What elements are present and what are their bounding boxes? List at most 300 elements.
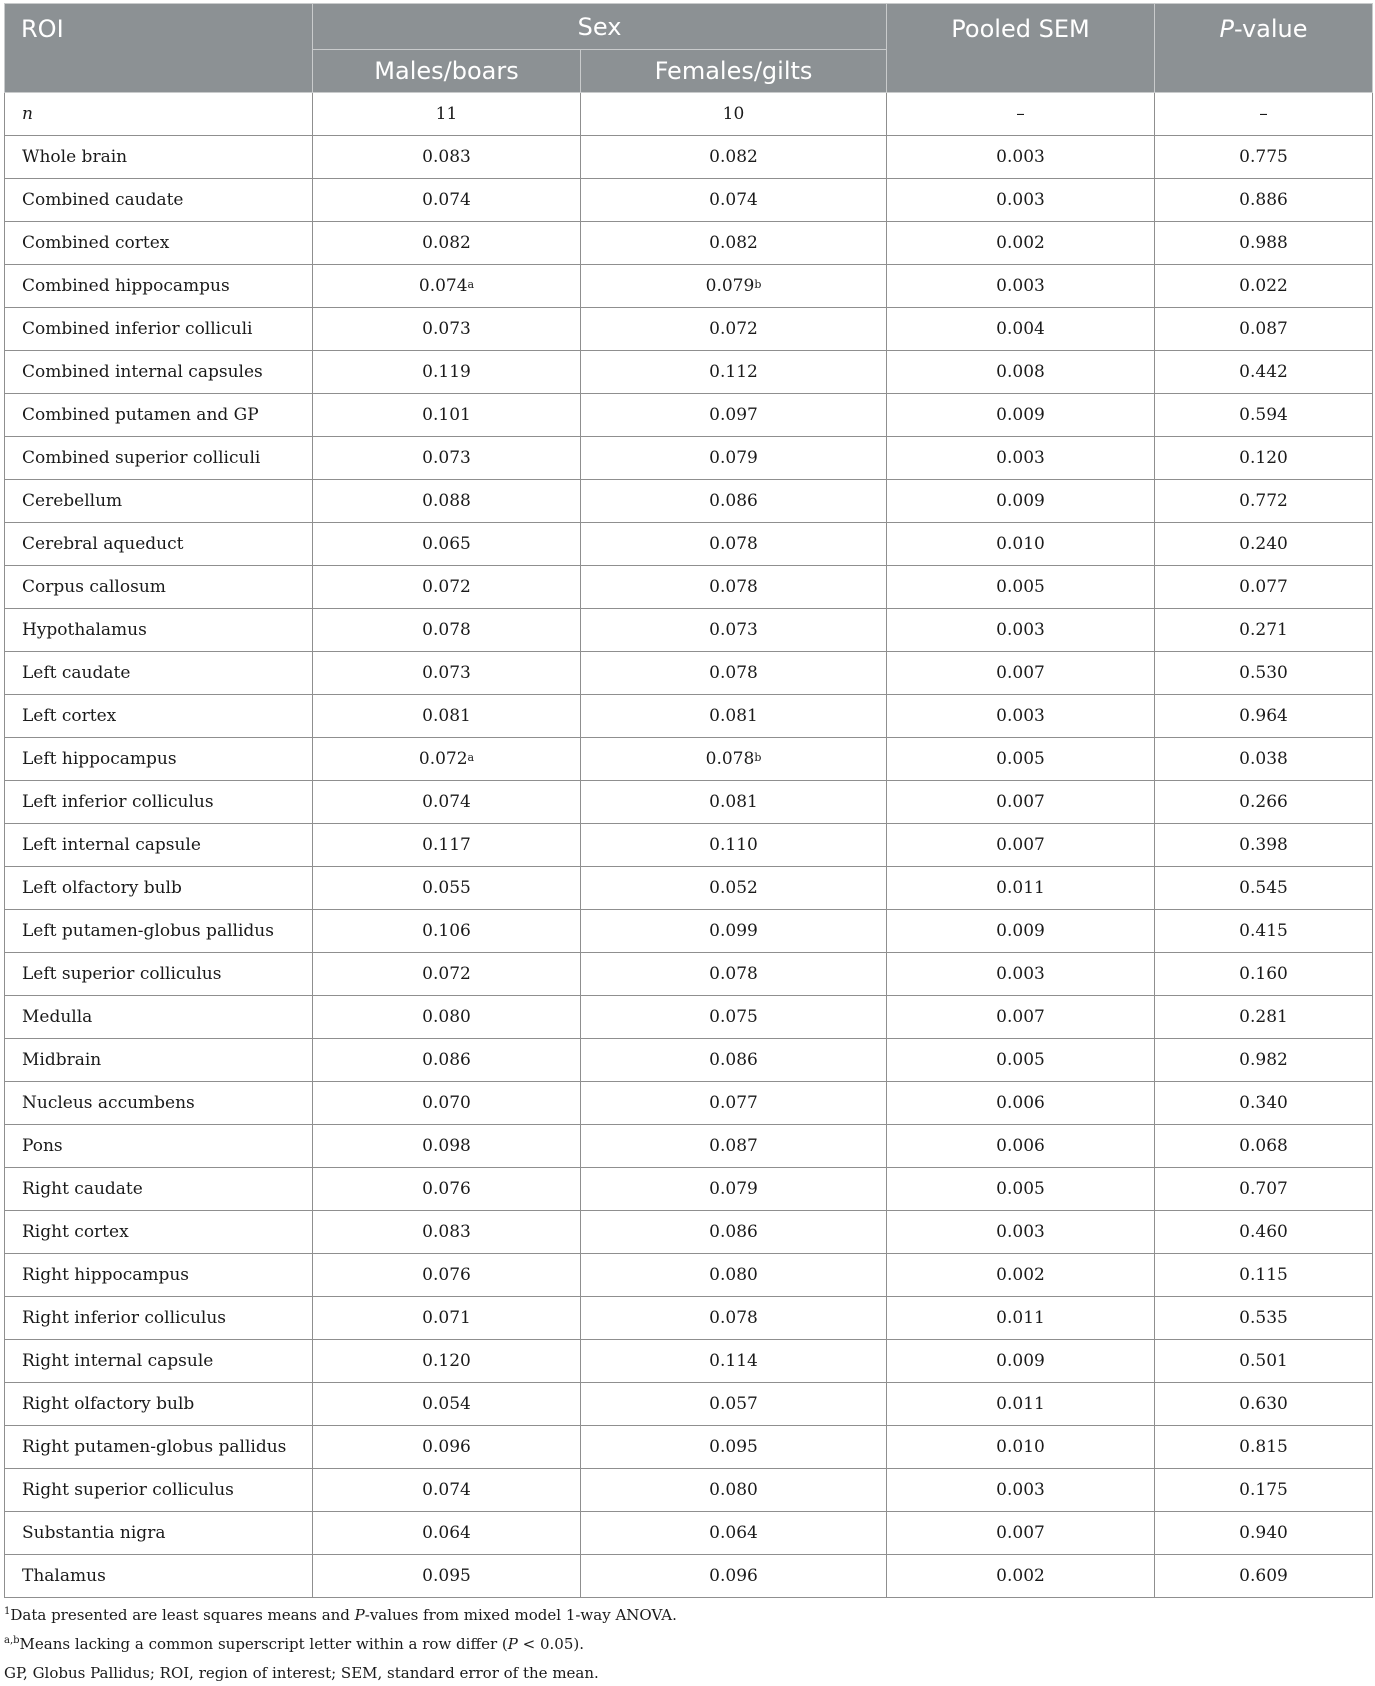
cell-females-value: 0.078	[709, 663, 758, 683]
cell-females-value: 0.079	[705, 276, 755, 296]
cell-males	[313, 1125, 581, 1168]
cell-p-value	[1155, 566, 1373, 609]
table-row	[5, 781, 1373, 824]
cell-roi-value: Left olfactory bulb	[22, 878, 182, 898]
cell-females	[581, 1426, 887, 1469]
cell-pooled-sem	[887, 652, 1155, 695]
cell-roi	[5, 695, 313, 738]
cell-females-value: 0.114	[709, 1351, 758, 1371]
cell-pooled-sem	[887, 394, 1155, 437]
cell-p-value	[1155, 1555, 1373, 1598]
footnote-1-text-a: Data presented are least squares means and	[10, 1606, 355, 1624]
cell-males	[313, 1297, 581, 1340]
cell-males-value: 0.072	[422, 577, 471, 597]
cell-roi	[5, 136, 313, 179]
cell-females-value: 0.086	[709, 1222, 758, 1242]
cell-males	[313, 609, 581, 652]
cell-pooled-sem-value: 0.002	[996, 1265, 1045, 1285]
cell-p-value	[1155, 1168, 1373, 1211]
cell-pooled-sem-value: 0.009	[996, 491, 1045, 511]
cell-females	[581, 136, 887, 179]
cell-p-value	[1155, 1512, 1373, 1555]
cell-roi-value: Whole brain	[22, 147, 128, 167]
cell-p-value	[1155, 308, 1373, 351]
cell-females-value: 0.078	[709, 534, 758, 554]
cell-males-value: 0.071	[422, 1308, 471, 1328]
cell-males	[313, 1211, 581, 1254]
cell-males	[313, 910, 581, 953]
cell-roi-value: Left hippocampus	[22, 749, 177, 769]
cell-pooled-sem	[887, 437, 1155, 480]
cell-pooled-sem-value: 0.011	[996, 1308, 1045, 1328]
header-pooled-sem: Pooled SEM	[887, 4, 1155, 93]
cell-p-value	[1155, 1469, 1373, 1512]
cell-males-value: 0.119	[422, 362, 471, 382]
cell-p-value	[1155, 695, 1373, 738]
cell-roi	[5, 437, 313, 480]
cell-p-value-value: 0.630	[1239, 1394, 1288, 1414]
table-row	[5, 910, 1373, 953]
cell-females	[581, 738, 887, 781]
cell-females-value: 0.074	[709, 190, 758, 210]
cell-females-value: 0.086	[709, 491, 758, 511]
results-table	[4, 3, 1373, 1598]
table-row	[5, 1082, 1373, 1125]
cell-females-value: 0.073	[709, 620, 758, 640]
cell-roi	[5, 781, 313, 824]
cell-females-value: 0.097	[709, 405, 758, 425]
header-sex: Sex	[313, 4, 887, 50]
table-row	[5, 996, 1373, 1039]
footnote-1-marker: 1	[4, 1606, 11, 1617]
cell-females	[581, 1211, 887, 1254]
cell-males-value: 0.064	[422, 1523, 471, 1543]
cell-males	[313, 695, 581, 738]
cell-males	[313, 1168, 581, 1211]
cell-females	[581, 437, 887, 480]
cell-pooled-sem	[887, 1254, 1155, 1297]
cell-pooled-sem-value: 0.007	[996, 1523, 1045, 1543]
cell-pooled-sem-value: 0.010	[996, 534, 1045, 554]
cell-p-value	[1155, 1297, 1373, 1340]
cell-p-value	[1155, 910, 1373, 953]
cell-females	[581, 1254, 887, 1297]
cell-females-value: 0.078	[709, 1308, 758, 1328]
cell-males	[313, 179, 581, 222]
cell-females	[581, 867, 887, 910]
cell-roi-value: Right internal capsule	[22, 1351, 214, 1371]
cell-pooled-sem-value: 0.006	[996, 1136, 1045, 1156]
cell-pooled-sem-value: 0.005	[996, 1050, 1045, 1070]
cell-p-value	[1155, 179, 1373, 222]
cell-males-value: 0.106	[422, 921, 471, 941]
cell-pooled-sem-value: 0.011	[996, 878, 1045, 898]
cell-p-value-value: 0.530	[1239, 663, 1288, 683]
table-row	[5, 1297, 1373, 1340]
cell-males-value: 0.074	[422, 1480, 471, 1500]
cell-males	[313, 1383, 581, 1426]
table-row	[5, 480, 1373, 523]
footnote-1	[4, 1602, 1372, 1631]
cell-pooled-sem-value: 0.011	[996, 1394, 1045, 1414]
cell-females-value: 0.080	[709, 1265, 758, 1285]
cell-pooled-sem-value: 0.005	[996, 1179, 1045, 1199]
cell-pooled-sem-value: 0.003	[996, 964, 1045, 984]
cell-males-value: 0.076	[422, 1265, 471, 1285]
cell-pooled-sem	[887, 480, 1155, 523]
cell-p-value	[1155, 1254, 1373, 1297]
cell-p-value-value: 0.415	[1239, 921, 1288, 941]
cell-p-value	[1155, 136, 1373, 179]
cell-females	[581, 1082, 887, 1125]
cell-males-value: 0.096	[422, 1437, 471, 1457]
cell-p-value-value: 0.281	[1239, 1007, 1288, 1027]
table-row	[5, 93, 1373, 136]
cell-roi	[5, 1340, 313, 1383]
cell-roi-value: Right superior colliculus	[22, 1480, 234, 1500]
cell-pooled-sem-value: 0.003	[996, 620, 1045, 640]
cell-p-value	[1155, 1383, 1373, 1426]
cell-males	[313, 1555, 581, 1598]
header-p-italic: P	[1219, 15, 1234, 43]
cell-females-value: 0.087	[709, 1136, 758, 1156]
table-row	[5, 1039, 1373, 1082]
cell-p-value-value: 0.087	[1239, 319, 1288, 339]
cell-females	[581, 308, 887, 351]
cell-p-value	[1155, 1426, 1373, 1469]
cell-p-value-value: 0.815	[1239, 1437, 1288, 1457]
cell-p-value-value: –	[1259, 104, 1268, 124]
cell-p-value-value: 0.120	[1239, 448, 1288, 468]
cell-males-value: 0.098	[422, 1136, 471, 1156]
cell-roi	[5, 996, 313, 1039]
cell-females-value: 0.086	[709, 1050, 758, 1070]
cell-p-value-value: 0.160	[1239, 964, 1288, 984]
cell-pooled-sem-value: 0.009	[996, 1351, 1045, 1371]
cell-p-value-value: 0.545	[1239, 878, 1288, 898]
cell-males	[313, 480, 581, 523]
table-row	[5, 1125, 1373, 1168]
cell-roi	[5, 351, 313, 394]
table-row	[5, 265, 1373, 308]
table-row	[5, 222, 1373, 265]
cell-males-value: 0.080	[422, 1007, 471, 1027]
footnote-2-italic: P	[507, 1635, 518, 1653]
cell-males	[313, 738, 581, 781]
table-row	[5, 136, 1373, 179]
cell-roi-value: Combined putamen and GP	[22, 405, 259, 425]
cell-roi	[5, 523, 313, 566]
cell-pooled-sem	[887, 265, 1155, 308]
cell-males-value: 0.083	[422, 147, 471, 167]
cell-p-value-value: 0.271	[1239, 620, 1288, 640]
cell-females-value: 0.110	[709, 835, 758, 855]
cell-females	[581, 824, 887, 867]
footnote-1-text-b: -values from mixed model 1-way ANOVA.	[364, 1606, 677, 1624]
cell-pooled-sem	[887, 1426, 1155, 1469]
cell-pooled-sem	[887, 566, 1155, 609]
cell-p-value-value: 0.982	[1239, 1050, 1288, 1070]
cell-p-value	[1155, 609, 1373, 652]
cell-males-value: 0.117	[422, 835, 471, 855]
cell-females	[581, 222, 887, 265]
cell-p-value	[1155, 1082, 1373, 1125]
cell-roi	[5, 824, 313, 867]
cell-pooled-sem-value: 0.002	[996, 233, 1045, 253]
cell-females	[581, 523, 887, 566]
header-males: Males/boars	[313, 50, 581, 93]
cell-roi-value: Pons	[22, 1136, 63, 1156]
header-females: Females/gilts	[581, 50, 887, 93]
cell-roi-value: Combined superior colliculi	[22, 448, 261, 468]
cell-males-value: 0.073	[422, 663, 471, 683]
cell-roi	[5, 1168, 313, 1211]
cell-roi	[5, 1555, 313, 1598]
cell-pooled-sem	[887, 910, 1155, 953]
cell-pooled-sem-value: 0.003	[996, 1222, 1045, 1242]
cell-males	[313, 652, 581, 695]
cell-p-value	[1155, 996, 1373, 1039]
cell-females-value: 0.052	[709, 878, 758, 898]
cell-roi	[5, 867, 313, 910]
cell-p-value-value: 0.707	[1239, 1179, 1288, 1199]
cell-p-value-value: 0.772	[1239, 491, 1288, 511]
cell-roi	[5, 953, 313, 996]
cell-females	[581, 1168, 887, 1211]
cell-p-value-value: 0.077	[1239, 577, 1288, 597]
table-row	[5, 1254, 1373, 1297]
cell-roi-value: Cerebellum	[22, 491, 123, 511]
cell-females	[581, 480, 887, 523]
table-row	[5, 351, 1373, 394]
cell-males-value: 0.082	[422, 233, 471, 253]
cell-pooled-sem-value: 0.008	[996, 362, 1045, 382]
cell-pooled-sem	[887, 996, 1155, 1039]
table-row	[5, 824, 1373, 867]
table-row	[5, 1555, 1373, 1598]
cell-roi	[5, 394, 313, 437]
cell-p-value	[1155, 867, 1373, 910]
cell-pooled-sem	[887, 738, 1155, 781]
header-p-value	[1155, 4, 1373, 93]
cell-females-value: 0.096	[709, 1566, 758, 1586]
table-footnotes	[4, 1602, 1372, 1686]
cell-pooled-sem	[887, 1383, 1155, 1426]
cell-p-value-value: 0.501	[1239, 1351, 1288, 1371]
cell-roi	[5, 265, 313, 308]
cell-roi-value: Left superior colliculus	[22, 964, 222, 984]
cell-p-value	[1155, 265, 1373, 308]
cell-p-value-value: 0.775	[1239, 147, 1288, 167]
cell-pooled-sem	[887, 136, 1155, 179]
cell-pooled-sem-value: 0.006	[996, 1093, 1045, 1113]
cell-roi	[5, 1254, 313, 1297]
table-row	[5, 953, 1373, 996]
footnote-2	[4, 1631, 1372, 1660]
cell-roi-value: Combined hippocampus	[22, 276, 230, 296]
cell-pooled-sem	[887, 609, 1155, 652]
cell-roi	[5, 1426, 313, 1469]
cell-females	[581, 953, 887, 996]
cell-females	[581, 781, 887, 824]
cell-females	[581, 1340, 887, 1383]
cell-females-value: 0.057	[709, 1394, 758, 1414]
cell-males	[313, 1512, 581, 1555]
cell-roi-value: Left internal capsule	[22, 835, 201, 855]
cell-roi	[5, 222, 313, 265]
table-row	[5, 566, 1373, 609]
cell-females-value: 0.099	[709, 921, 758, 941]
cell-roi-value: Right putamen-globus pallidus	[22, 1437, 287, 1457]
cell-roi-value: Combined internal capsules	[22, 362, 263, 382]
cell-pooled-sem	[887, 1125, 1155, 1168]
cell-roi	[5, 1211, 313, 1254]
table-row	[5, 1426, 1373, 1469]
cell-p-value-value: 0.398	[1239, 835, 1288, 855]
cell-males	[313, 1426, 581, 1469]
cell-roi	[5, 566, 313, 609]
cell-roi-value: Left cortex	[22, 706, 117, 726]
cell-males-value: 11	[435, 104, 458, 124]
cell-roi-value: Substantia nigra	[22, 1523, 166, 1543]
cell-pooled-sem	[887, 308, 1155, 351]
cell-males	[313, 566, 581, 609]
cell-pooled-sem-value: 0.005	[996, 749, 1045, 769]
cell-p-value-value: 0.886	[1239, 190, 1288, 210]
cell-roi-value: Right caudate	[22, 1179, 143, 1199]
cell-males-value: 0.054	[422, 1394, 471, 1414]
cell-pooled-sem	[887, 1211, 1155, 1254]
cell-females-value: 0.082	[709, 147, 758, 167]
table-header	[5, 4, 1373, 93]
cell-females-value: 0.080	[709, 1480, 758, 1500]
cell-males	[313, 824, 581, 867]
cell-p-value	[1155, 394, 1373, 437]
cell-females-value: 0.079	[709, 448, 758, 468]
cell-roi	[5, 308, 313, 351]
cell-p-value	[1155, 222, 1373, 265]
cell-roi-value: Right inferior colliculus	[22, 1308, 227, 1328]
cell-males-value: 0.070	[422, 1093, 471, 1113]
table-row	[5, 1383, 1373, 1426]
cell-roi	[5, 1039, 313, 1082]
cell-males	[313, 867, 581, 910]
table-row	[5, 179, 1373, 222]
cell-p-value-value: 0.115	[1239, 1265, 1288, 1285]
cell-pooled-sem-value: 0.003	[996, 1480, 1045, 1500]
table-row	[5, 652, 1373, 695]
cell-p-value-value: 0.535	[1239, 1308, 1288, 1328]
cell-males-value: 0.074	[422, 792, 471, 812]
cell-roi-value: Cerebral aqueduct	[22, 534, 184, 554]
cell-pooled-sem	[887, 867, 1155, 910]
table-row	[5, 695, 1373, 738]
cell-pooled-sem-value: 0.003	[996, 147, 1045, 167]
cell-females	[581, 1297, 887, 1340]
cell-females	[581, 351, 887, 394]
cell-males	[313, 394, 581, 437]
cell-p-value	[1155, 1211, 1373, 1254]
cell-males-value: 0.076	[422, 1179, 471, 1199]
cell-pooled-sem	[887, 781, 1155, 824]
footnote-3: GP, Globus Pallidus; ROI, region of interest; SEM, standard error of the mean.	[4, 1664, 599, 1682]
cell-females	[581, 1555, 887, 1598]
cell-males-value: 0.120	[422, 1351, 471, 1371]
cell-p-value-value: 0.240	[1239, 534, 1288, 554]
cell-roi	[5, 480, 313, 523]
cell-roi	[5, 1512, 313, 1555]
cell-females-value: 0.112	[709, 362, 758, 382]
header-roi: ROI	[5, 4, 313, 93]
cell-p-value	[1155, 1340, 1373, 1383]
cell-males-value: 0.083	[422, 1222, 471, 1242]
cell-females-value: 0.081	[709, 706, 758, 726]
cell-males	[313, 523, 581, 566]
cell-males-value: 0.095	[422, 1566, 471, 1586]
cell-pooled-sem-value: 0.003	[996, 276, 1045, 296]
table-row	[5, 1168, 1373, 1211]
cell-roi-value: Medulla	[22, 1007, 93, 1027]
superscript-letter: a	[467, 751, 475, 764]
cell-p-value	[1155, 523, 1373, 566]
cell-roi	[5, 179, 313, 222]
cell-p-value	[1155, 824, 1373, 867]
cell-pooled-sem-value: 0.007	[996, 792, 1045, 812]
cell-p-value	[1155, 351, 1373, 394]
superscript-letter: b	[754, 751, 762, 764]
cell-pooled-sem-value: 0.004	[996, 319, 1045, 339]
cell-females-value: 0.078	[705, 749, 755, 769]
cell-pooled-sem-value: 0.003	[996, 448, 1045, 468]
cell-p-value-value: 0.340	[1239, 1093, 1288, 1113]
cell-pooled-sem	[887, 695, 1155, 738]
footnote-2-marker: a,b	[4, 1635, 20, 1646]
cell-roi	[5, 609, 313, 652]
cell-females-value: 0.078	[709, 964, 758, 984]
cell-females	[581, 179, 887, 222]
cell-females	[581, 1383, 887, 1426]
table-row	[5, 523, 1373, 566]
cell-females-value: 10	[722, 104, 745, 124]
cell-females-value: 0.064	[709, 1523, 758, 1543]
cell-roi-value: Combined inferior colliculi	[22, 319, 253, 339]
cell-p-value	[1155, 93, 1373, 136]
cell-males	[313, 308, 581, 351]
cell-females-value: 0.078	[709, 577, 758, 597]
cell-p-value-value: 0.022	[1239, 276, 1288, 296]
cell-p-value-value: 0.964	[1239, 706, 1288, 726]
document-table-container	[4, 3, 1372, 1686]
cell-p-value	[1155, 781, 1373, 824]
cell-males-value: 0.101	[422, 405, 471, 425]
cell-p-value	[1155, 953, 1373, 996]
cell-males	[313, 265, 581, 308]
cell-roi	[5, 738, 313, 781]
cell-females-value: 0.079	[709, 1179, 758, 1199]
cell-roi	[5, 1125, 313, 1168]
cell-p-value-value: 0.266	[1239, 792, 1288, 812]
table-row	[5, 738, 1373, 781]
cell-males	[313, 996, 581, 1039]
cell-p-value-value: 0.988	[1239, 233, 1288, 253]
cell-males-value: 0.073	[422, 448, 471, 468]
cell-females	[581, 652, 887, 695]
cell-roi	[5, 652, 313, 695]
cell-pooled-sem-value: 0.002	[996, 1566, 1045, 1586]
cell-pooled-sem-value: 0.007	[996, 835, 1045, 855]
table-row	[5, 1340, 1373, 1383]
table-row	[5, 1512, 1373, 1555]
